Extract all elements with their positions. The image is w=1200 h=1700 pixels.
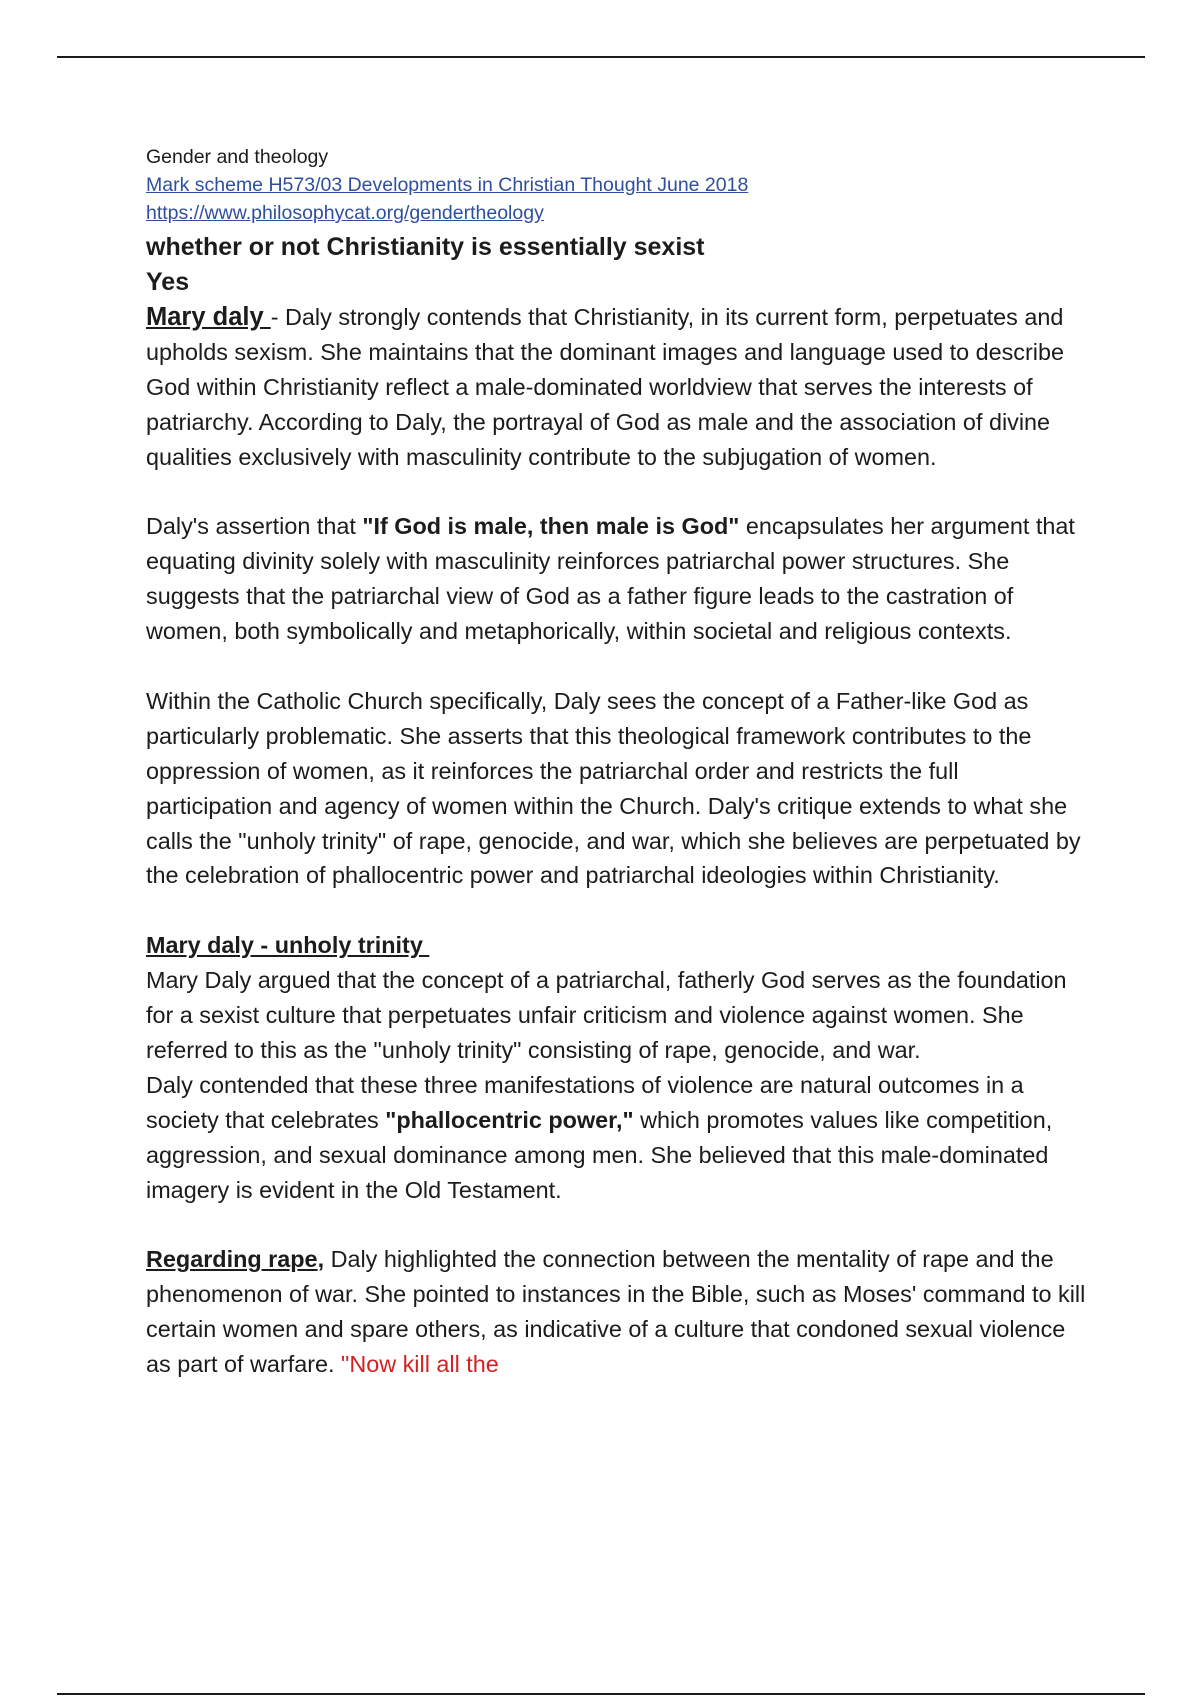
paragraph-regarding-rape <box>146 1242 1086 1382</box>
source-url-link[interactable]: https://www.philosophycat.org/gendertheology <box>146 202 544 224</box>
god-is-male-before: Daly's assertion that <box>146 513 363 540</box>
paragraph-gap <box>146 649 1086 684</box>
paragraph-gap <box>146 893 1086 928</box>
top-rule <box>57 56 1145 58</box>
regarding-rape-text: Daly highlighted the connection between the mentality of rape and the phenomenon of war. She pointed to instances in the Bible, such as Moses' command to kill certain women and spare others, as indicative of a culture that condoned sexual violence as part of warfare. <box>146 1246 1086 1378</box>
topic-title: Gender and theology <box>146 146 329 168</box>
mary-daly-intro-text: - Daly strongly contends that Christianity, in its current form, perpetuates and upholds sexism. She maintains that the dominant images and language used to describe God within Christianity reflect a male-dominated worldview that serves the interests of patriarchy. According to Daly, the portrayal of God as male and the association of divine qualities exclusively with masculinity contribute to the subjugation of women. <box>146 304 1065 470</box>
paragraph-god-is-male <box>146 509 1086 649</box>
phallocentric-before: Daly contended that these three manifestations of violence are natural outcomes in a society that celebrates <box>146 1071 1024 1133</box>
answer-heading: Yes <box>146 268 190 296</box>
paragraph-gap <box>146 475 1086 510</box>
paragraph-mary-daly-intro <box>146 300 1086 475</box>
mary-daly-lead: Mary daly <box>146 303 271 331</box>
god-is-male-quote: "If God is male, then male is God" <box>362 513 740 540</box>
paragraph-phallocentric-power <box>146 1068 1086 1208</box>
unholy-trinity-heading: Mary daly - unholy trinity <box>146 932 430 959</box>
bible-quote-start: "Now kill all the <box>341 1351 499 1378</box>
phallocentric-after: which promotes values like competition, aggression, and sexual dominance among men. She believed that this male-dominated imagery is evident in the Old Testament. <box>146 1106 1053 1203</box>
mark-scheme-link[interactable]: Mark scheme H573/03 Developments in Christian Thought June 2018 <box>146 174 749 196</box>
document-body <box>146 143 1086 1382</box>
essay-question: whether or not Christianity is essentially sexist <box>146 233 705 261</box>
god-is-male-after: encapsulates her argument that equating divinity solely with masculinity reinforces patriarchal power structures. She suggests that the patriarchal view of God as a father figure leads to the castration of women, both symbolically and metaphorically, within societal and religious contexts. <box>146 513 1075 645</box>
paragraph-gap <box>146 1208 1086 1243</box>
phallocentric-quote: "phallocentric power," <box>385 1106 634 1133</box>
regarding-rape-comma: , <box>317 1246 325 1273</box>
paragraph-catholic-church: Within the Catholic Church specifically, Daly sees the concept of a Father-like God as particularly problematic. She asserts that this theological framework contributes to the oppression of women, as it reinforces the patriarchal order and restricts the full participation and agency of women within the Church. Daly's critique extends to what she calls the "unholy trinity" of rape, genocide, and war, which she believes are perpetuated by the celebration of phallocentric power and patriarchal ideologies within Christianity. <box>146 687 1081 889</box>
regarding-rape-lead: Regarding rape <box>146 1246 318 1273</box>
bottom-rule <box>57 1693 1145 1695</box>
paragraph-unholy-trinity: Mary Daly argued that the concept of a patriarchal, fatherly God serves as the foundation for a sexist culture that perpetuates unfair criticism and violence against women. She referred to this as the "unholy trinity" consisting of rape, genocide, and war. <box>146 967 1067 1063</box>
